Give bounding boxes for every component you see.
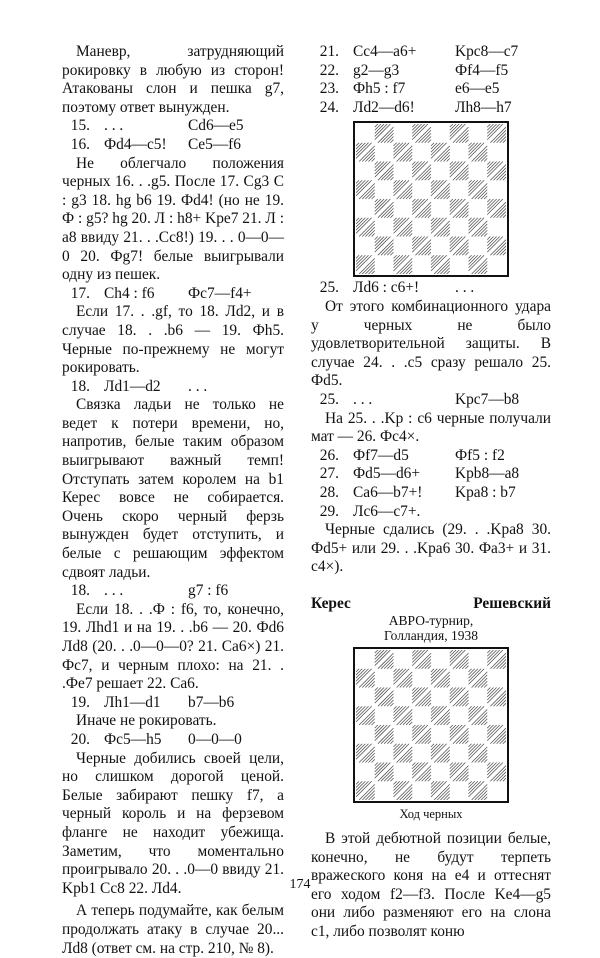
dark-square [356, 218, 375, 237]
chess-diagram-2 [311, 647, 551, 803]
move-line-16 [62, 136, 284, 155]
dark-square [487, 199, 506, 218]
move-number: 27. [319, 465, 339, 483]
white-move: Cc4—a6+ [353, 43, 417, 60]
black-move: Фf5 : f2 [455, 446, 505, 464]
move-line-24 [311, 99, 551, 118]
dark-square [394, 707, 413, 726]
white-move: Фh5 : f7 [353, 80, 406, 98]
move-number: 21. [319, 43, 339, 60]
move-number: 24. [319, 98, 339, 116]
dark-square [487, 237, 506, 256]
dark-square [412, 688, 431, 707]
dark-square [487, 688, 506, 707]
dark-square [356, 256, 375, 275]
white-move: Лd1—d2 [104, 377, 161, 395]
dark-square [487, 763, 506, 782]
dark-square [375, 725, 394, 744]
dark-square [469, 181, 488, 200]
right-column [311, 43, 551, 942]
move-line-25 [311, 279, 551, 298]
move-number: 26. [319, 446, 339, 464]
dark-square [412, 763, 431, 782]
dark-square [469, 707, 488, 726]
dark-square [394, 143, 413, 162]
paragraph: Если 18. . .Ф : f6, то, конечно, 19. Лhd1 и на 19. . .b6 — 20. Фd6 Лd8 (20. . .0—0—0? 21. Ca6×) 21. Фc7, и черным плохо: на 21. . .Фe7 решает 22. Ca6. [62, 600, 284, 693]
dark-square [375, 763, 394, 782]
move-line-21 [311, 43, 551, 62]
dark-square [450, 237, 469, 256]
move-line-18b [62, 582, 284, 601]
white-move: Фd4—c5! [104, 135, 167, 153]
dark-square [450, 763, 469, 782]
dark-square [431, 143, 450, 162]
white-move: Лd2—d6! [353, 98, 415, 116]
dark-square [431, 256, 450, 275]
white-move: Лd6 : c6+! [353, 279, 420, 297]
white-move: g2—g3 [353, 61, 400, 79]
dark-square [487, 650, 506, 669]
dark-square [469, 143, 488, 162]
dark-square [356, 143, 375, 162]
dark-square [469, 782, 488, 801]
black-move: g7 : f6 [188, 582, 229, 600]
paragraph: На 25. . .Kp : c6 черные получали мат — 26. Фc4×. [311, 409, 551, 446]
paragraph: Иначе не рокировать. [76, 712, 217, 730]
dark-square [412, 162, 431, 181]
dark-square [412, 199, 431, 218]
chessboard-svg [356, 650, 506, 800]
black-player: Решевский [473, 594, 551, 612]
dark-square [394, 669, 413, 688]
move-line-17 [62, 285, 284, 304]
dark-square [431, 744, 450, 763]
dark-square [469, 669, 488, 688]
move-number: 29. [319, 502, 339, 520]
move-number: 17. [70, 284, 90, 302]
move-line-25b [311, 391, 551, 410]
game-header [311, 595, 551, 614]
dark-square [450, 688, 469, 707]
dark-square [431, 181, 450, 200]
paragraph: Черные сдались (29. . .Kpa8 30. Фd5+ или 29. . .Kpa6 30. Фa3+ и 31. c4×). [311, 521, 551, 576]
white-move: . . . [104, 117, 124, 135]
dark-square [487, 725, 506, 744]
move-line-29 [311, 503, 551, 522]
dark-square [450, 124, 469, 143]
dark-square [412, 725, 431, 744]
dark-square [356, 669, 375, 688]
white-move: Фd5—d6+ [353, 465, 421, 483]
move-number: 15. [70, 117, 90, 135]
move-number: 18. [70, 582, 90, 600]
dark-square [412, 650, 431, 669]
black-move: e6—e5 [455, 80, 500, 98]
black-move: Лh8—h7 [455, 98, 512, 116]
move-line-15 [62, 117, 284, 136]
move-number: 22. [319, 61, 339, 79]
dark-square [356, 707, 375, 726]
move-line-22 [311, 62, 551, 81]
black-move: Kpc8—c7 [455, 43, 519, 60]
black-move: Фc7—f4+ [188, 284, 252, 302]
black-move: . . . [188, 377, 208, 395]
dark-square [356, 782, 375, 801]
dark-square [431, 669, 450, 688]
dark-square [431, 707, 450, 726]
dark-square [450, 162, 469, 181]
dark-square [394, 181, 413, 200]
paragraph: Не облегчало положения черных 16. . .g5. После 17. Cg3 C : g3 18. hg b6 19. Фd4! (но не 19. Ф : g5? hg 20. Л : h8+ Kpe7 21. Л : a8 ввиду 21. . .Cc8!) 19. . . 0—0—0 20. Фg7! белые выигрывали одну из пешек. [62, 154, 284, 284]
dark-square [412, 237, 431, 256]
move-number: 16. [70, 135, 90, 153]
white-move: Лh1—d1 [104, 693, 161, 711]
black-move: Ce5—f6 [188, 135, 242, 153]
white-move: Фc5—h5 [104, 730, 162, 748]
move-number: 20. [70, 730, 90, 748]
dark-square [394, 782, 413, 801]
chessboard-svg [356, 124, 506, 274]
black-move: 0—0—0 [188, 730, 242, 748]
move-line-19 [62, 694, 284, 713]
paragraph: В этой дебютной позиции белые, конечно, не будут терпеть вражеского коня на e4 и оттеснят его ходом f2—f3. После Ke4—g5 они либо разменяют его на слона c1, либо позволят коню [311, 830, 551, 941]
paragraph: Черные добились своей цели, но слишком дорогой ценой. Белые забирают пешку f7, а черный король и на ферзевом фланге не находит убежища. Заметим, что моментально проигрывало 20. . .0—0 ввиду 21. Kpb1 Cc8 22. Лd4. [62, 749, 284, 897]
paragraph: От этого комбинационного удара у черных не было удовлетворительной защиты. В случае 24. . .c5 сразу решало 25. Фd5. [311, 297, 551, 390]
dark-square [469, 256, 488, 275]
move-line-28 [311, 484, 551, 503]
dark-square [394, 744, 413, 763]
white-player: Керес [311, 594, 351, 612]
diagram-caption: Ход черных [399, 807, 463, 822]
move-line-23 [311, 80, 551, 99]
dark-square [394, 218, 413, 237]
move-line-18 [62, 378, 284, 397]
chess-diagram-1 [311, 121, 551, 277]
black-move [455, 503, 551, 522]
dark-square [375, 650, 394, 669]
white-move: Лc6—c7+. [353, 502, 421, 520]
black-move: Kpc7—b8 [455, 390, 520, 408]
dark-square [450, 199, 469, 218]
move-number: 25. [319, 279, 339, 297]
paragraph: А теперь подумайте, как белым продолжать атаку в случае 20... Лd8 (ответ см. на стр. 210, № 8). [62, 902, 284, 957]
move-line-26 [311, 447, 551, 466]
black-move: Фf4—f5 [455, 61, 509, 79]
black-move: b7—b6 [188, 693, 235, 711]
black-move: . . . [455, 279, 475, 297]
paragraph: Если 17. . .gf, то 18. Лd2, и в случае 18. . .b6 — 19. Фh5. Черные по-прежнему не могут рокировать. [62, 303, 284, 377]
move-line-20 [62, 731, 284, 750]
left-column [62, 43, 284, 958]
dark-square [431, 782, 450, 801]
white-move: . . . [353, 390, 373, 408]
move-number: 25. [319, 390, 339, 408]
dark-square [487, 162, 506, 181]
dark-square [412, 124, 431, 143]
white-move: Фf7—d5 [353, 446, 409, 464]
dark-square [431, 218, 450, 237]
white-move: Ca6—b7+! [353, 483, 423, 501]
dark-square [356, 181, 375, 200]
dark-square [469, 218, 488, 237]
chessboard [353, 647, 509, 803]
dark-square [375, 237, 394, 256]
white-move: Ch4 : f6 [104, 284, 155, 302]
page-number: 174 [289, 877, 311, 892]
dark-square [469, 744, 488, 763]
black-move: Kpb8—a8 [455, 465, 520, 483]
move-line-27 [311, 465, 551, 484]
move-number: 23. [319, 80, 339, 98]
dark-square [375, 688, 394, 707]
dark-square [375, 124, 394, 143]
dark-square [356, 744, 375, 763]
dark-square [450, 650, 469, 669]
dark-square [394, 256, 413, 275]
dark-square [487, 124, 506, 143]
dark-square [375, 199, 394, 218]
black-move: Kpa8 : b7 [455, 483, 516, 501]
move-number: 19. [70, 693, 90, 711]
black-move: Cd6—e5 [188, 117, 244, 135]
paragraph: Маневр, затрудняющий рокировку в любую из сторон! Атакованы слон и пешка g7, поэтому ответ вынужден. [62, 43, 284, 116]
move-number: 18. [70, 377, 90, 395]
dark-square [375, 162, 394, 181]
white-move: . . . [104, 582, 124, 600]
event-place: Голландия, 1938 [384, 628, 478, 644]
event-name: АВРО-турнир, [388, 613, 474, 629]
chessboard [353, 121, 509, 277]
dark-square [450, 725, 469, 744]
move-number: 28. [319, 483, 339, 501]
paragraph: Связка ладьи не только не ведет к потери времени, но, напротив, белые таким образом выигрывают важный темп! Отступать затем королем на b1 Керес вовсе не собирается. Очень скоро черный ферзь вынужден будет отступить, и белые с решающим эффектом сдвоят ладьи. [62, 396, 284, 581]
